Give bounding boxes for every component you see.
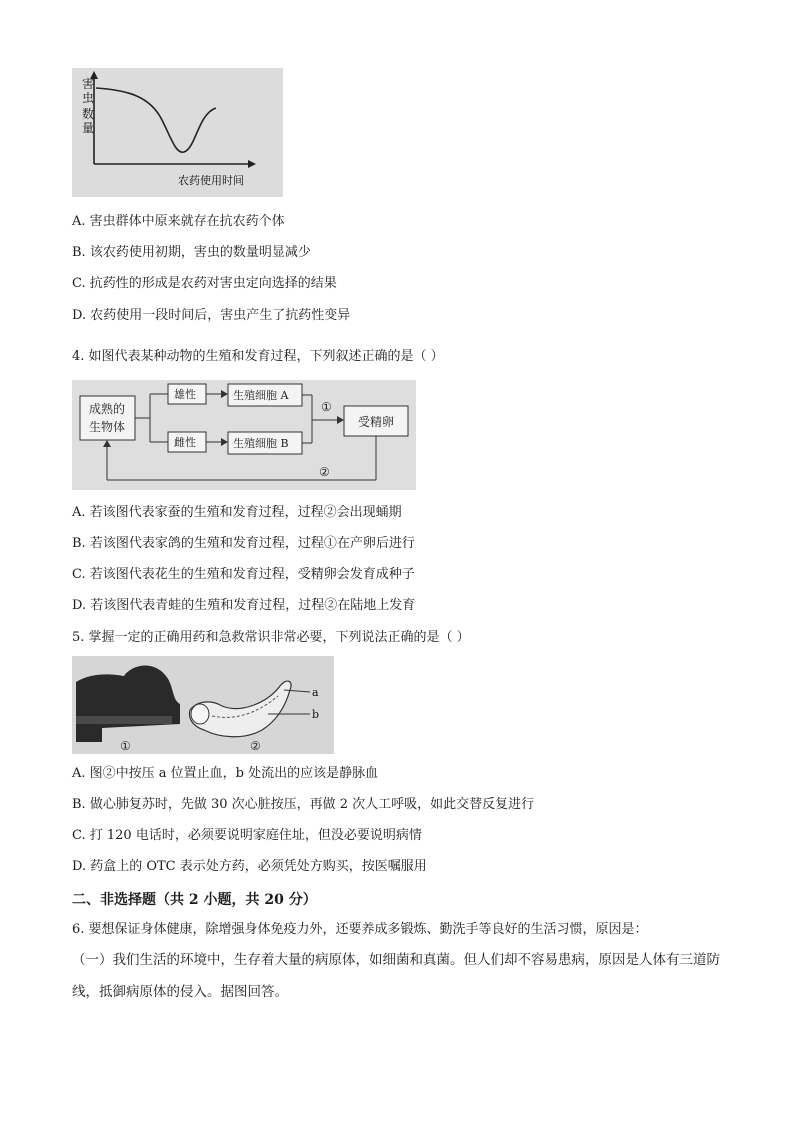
arrow-to-cell-b [221, 438, 228, 446]
arrow-to-cell-a [221, 390, 228, 398]
first-aid-figure [72, 656, 334, 754]
cell-a-label: 生殖细胞 A [233, 389, 289, 402]
flow-svg [72, 380, 416, 490]
ylabel-char-3: 数 [82, 107, 95, 121]
xlabel: 农药使用时间 [178, 174, 244, 187]
figure-label-1: ① [120, 739, 131, 753]
q3-option-d[interactable]: D. 农药使用一段时间后，害虫产生了抗药性变异 [72, 308, 351, 323]
label-a: a [312, 686, 319, 699]
female-label: 雌性 [174, 436, 196, 449]
step-1-label: ① [321, 400, 332, 414]
ylabel-char-2: 虫 [82, 91, 95, 105]
q4-option-a[interactable]: A. 若该图代表家蚕的生殖和发育过程，过程②会出现蛹期 [72, 505, 402, 520]
x-axis-arrow [248, 160, 256, 168]
q3-option-a[interactable]: A. 害虫群体中原来就存在抗农药个体 [72, 214, 285, 229]
q3-option-c[interactable]: C. 抗药性的形成是农药对害虫定向选择的结果 [72, 276, 337, 291]
q3-option-b[interactable]: B. 该农药使用初期，害虫的数量明显减少 [72, 245, 311, 260]
q5-option-c[interactable]: C. 打 120 电话时，必须要说明家庭住址，但没必要说明病情 [72, 828, 422, 843]
arrow-to-zygote [337, 416, 344, 424]
male-label: 雄性 [174, 388, 196, 401]
q5-option-b[interactable]: B. 做心肺复苏时，先做 30 次心脏按压，再做 2 次人工呼吸，如此交替反复进行 [72, 797, 535, 812]
organism-label-2: 生物体 [89, 420, 126, 434]
population-curve [96, 88, 216, 152]
q5-option-a[interactable]: A. 图②中按压 a 位置止血，b 处流出的应该是静脉血 [72, 766, 379, 781]
q6-stem: 6. 要想保证身体健康，除增强身体免疫力外，还要养成多锻炼、勤洗手等良好的生活习惯，原因是： [72, 922, 648, 937]
q5-stem: 5. 掌握一定的正确用药和急救常识非常必要，下列说法正确的是（ ） [72, 630, 470, 645]
organism-label-1: 成熟的 [89, 402, 126, 416]
section-2-title: 二、非选择题（共 2 小题，共 20 分） [72, 892, 317, 908]
reproduction-flow-diagram [72, 380, 416, 490]
label-b: b [312, 708, 320, 721]
q4-option-b[interactable]: B. 若该图代表家鸽的生殖和发育过程，过程①在产卵后进行 [72, 536, 415, 551]
ylabel-char-4: 量 [82, 121, 95, 135]
q4-option-d[interactable]: D. 若该图代表青蛙的生殖和发育过程，过程②在陆地上发育 [72, 598, 416, 613]
first-aid-svg [72, 656, 334, 754]
step-2-label: ② [319, 465, 330, 479]
q4-stem: 4. 如图代表某种动物的生殖和发育过程，下列叙述正确的是（ ） [72, 349, 444, 364]
pest-graph-svg [72, 68, 283, 197]
zygote-label: 受精卵 [358, 415, 395, 429]
arrow-to-organism [103, 440, 111, 447]
cell-b-label: 生殖细胞 B [233, 437, 289, 450]
pest-population-graph [72, 68, 283, 197]
q5-option-d[interactable]: D. 药盒上的 OTC 表示处方药，必须凭处方购买，按医嘱服用 [72, 859, 427, 874]
cpr-silhouette [76, 665, 180, 742]
ylabel-char-1: 害 [82, 77, 95, 91]
q4-option-c[interactable]: C. 若该图代表花生的生殖和发育过程，受精卵会发育成种子 [72, 567, 415, 582]
hand-fist [191, 704, 209, 724]
q6-part-1-text: （一）我们生活的环境中，生存着大量的病原体，如细菌和真菌。但人们却不容易患病，原因是人体有三道防线，抵御病原体的侵入。据图回答。 [72, 952, 720, 1000]
figure-label-2: ② [250, 739, 261, 753]
